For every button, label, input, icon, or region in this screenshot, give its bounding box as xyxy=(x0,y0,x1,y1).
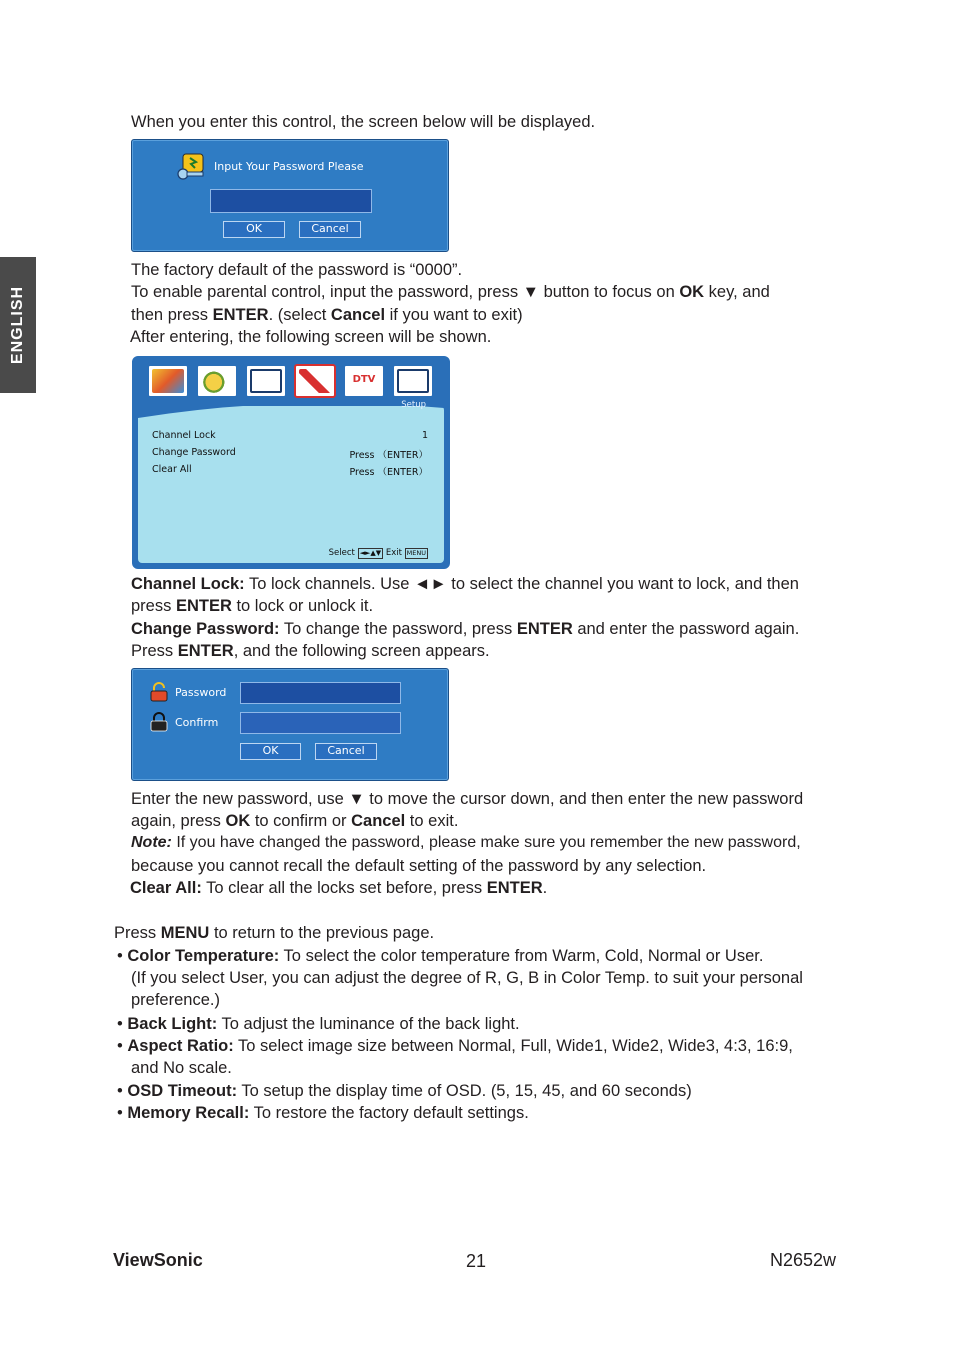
channel-lock-desc-cont: press ENTER to lock or unlock it. xyxy=(131,597,374,615)
intro-text: When you enter this control, the screen below will be displayed. xyxy=(131,113,596,131)
clear-all-desc: Clear All: To clear all the locks set before, press ENTER. xyxy=(130,879,548,897)
osd-timeout-item: • OSD Timeout: To setup the display time of OSD. (5, 15, 45, and 60 seconds) xyxy=(117,1082,692,1100)
lock-icon xyxy=(150,712,168,732)
confirm-password-input[interactable] xyxy=(240,712,401,734)
clear-all-row-label[interactable]: Clear All xyxy=(152,464,192,475)
clear-all-row-value: Press （ENTER） xyxy=(349,467,428,478)
change-password-desc: Change Password: To change the password, press ENTER and enter the password again. xyxy=(131,620,800,638)
memory-recall-item: • Memory Recall: To restore the factory default settings. xyxy=(117,1104,529,1122)
new-password-instruction: Enter the new password, use ▼ to move the cursor down, and then enter the new password xyxy=(131,790,804,808)
setup-tab-icon[interactable] xyxy=(294,364,336,398)
channel-lock-row-value: 1 xyxy=(421,430,428,441)
cancel-button[interactable]: Cancel xyxy=(315,743,377,760)
page-number: 21 xyxy=(466,1251,487,1271)
setup-menu-screen xyxy=(132,356,450,569)
exit-label: Exit xyxy=(385,548,402,558)
bullet-icon: • xyxy=(117,1104,123,1122)
bullet-icon: • xyxy=(117,1082,123,1100)
arrow-keys-icon: ◄►▲▼ xyxy=(359,549,382,557)
note-text: Note: If you have changed the password, please make sure you remember the new password, xyxy=(131,834,801,851)
confirm-label: Confirm xyxy=(175,716,219,729)
channel-lock-row-label[interactable]: Channel Lock xyxy=(152,430,216,441)
picture-tab-icon[interactable] xyxy=(147,364,189,398)
cancel-button[interactable]: Cancel xyxy=(299,221,361,238)
select-label: Select xyxy=(328,548,355,558)
bullet-icon: • xyxy=(117,1015,123,1033)
footer-model: N2652w xyxy=(770,1250,837,1270)
unlock-icon xyxy=(150,682,168,702)
password-input[interactable] xyxy=(210,189,372,213)
setup-menu-panel xyxy=(138,400,444,563)
back-light-item: • Back Light: To adjust the luminance of the back light. xyxy=(117,1015,520,1033)
channel-lock-desc: Channel Lock: To lock channels. Use ◄► to select the channel you want to lock, and then xyxy=(131,575,799,593)
note-text-cont: because you cannot recall the default setting of the password by any selection. xyxy=(131,857,707,875)
menu-key-icon: MENU xyxy=(406,549,426,557)
language-label: ENGLISH xyxy=(9,285,26,365)
footer-brand: ViewSonic xyxy=(113,1250,203,1270)
change-password-row-label[interactable]: Change Password xyxy=(152,447,236,458)
ok-button[interactable]: OK xyxy=(240,743,301,760)
color-temperature-cont: (If you select User, you can adjust the degree of R, G, B in Color Temp. to suit your personal xyxy=(131,969,803,987)
pc-tab-icon[interactable] xyxy=(392,364,434,398)
key-lock-icon xyxy=(176,153,204,179)
aspect-ratio-cont: and No scale. xyxy=(131,1059,232,1077)
factory-default-text: The factory default of the password is “0000”. xyxy=(131,261,463,279)
password-label: Password xyxy=(175,686,227,699)
setup-help-bar xyxy=(329,548,428,559)
ok-button[interactable]: OK xyxy=(223,221,285,238)
new-password-input[interactable] xyxy=(240,682,401,704)
confirm-instruction: again, press OK to confirm or Cancel to exit. xyxy=(131,812,459,830)
enter-instruction-text: then press ENTER. (select Cancel if you want to exit) xyxy=(131,306,523,324)
setup-tab-label: Setup xyxy=(401,400,426,410)
aspect-ratio-item: • Aspect Ratio: To select image size between Normal, Full, Wide1, Wide2, Wide3, 4:3, 16:9, xyxy=(117,1037,793,1055)
color-temperature-cont2: preference.) xyxy=(131,991,220,1009)
new-password-screen xyxy=(131,668,449,781)
audio-tab-icon[interactable] xyxy=(196,364,238,398)
bullet-icon: • xyxy=(117,947,123,965)
password-prompt-screen xyxy=(131,139,449,252)
change-password-desc-cont: Press ENTER, and the following screen appears. xyxy=(131,642,490,660)
change-password-row-value: Press （ENTER） xyxy=(349,450,428,461)
bullet-icon: • xyxy=(117,1037,123,1055)
enable-parental-text: To enable parental control, input the password, press ▼ button to focus on OK key, and xyxy=(131,283,770,301)
dtv-tab-icon[interactable]: DTV xyxy=(343,364,385,398)
tv-tab-icon[interactable] xyxy=(245,364,287,398)
press-menu-text: Press MENU to return to the previous page. xyxy=(114,924,435,942)
password-prompt-title: Input Your Password Please xyxy=(214,160,364,173)
after-entering-text: After entering, the following screen will be shown. xyxy=(130,328,492,346)
color-temperature-item: • Color Temperature: To select the color temperature from Warm, Cold, Normal or User. xyxy=(117,947,764,965)
language-side-tab xyxy=(0,257,36,393)
